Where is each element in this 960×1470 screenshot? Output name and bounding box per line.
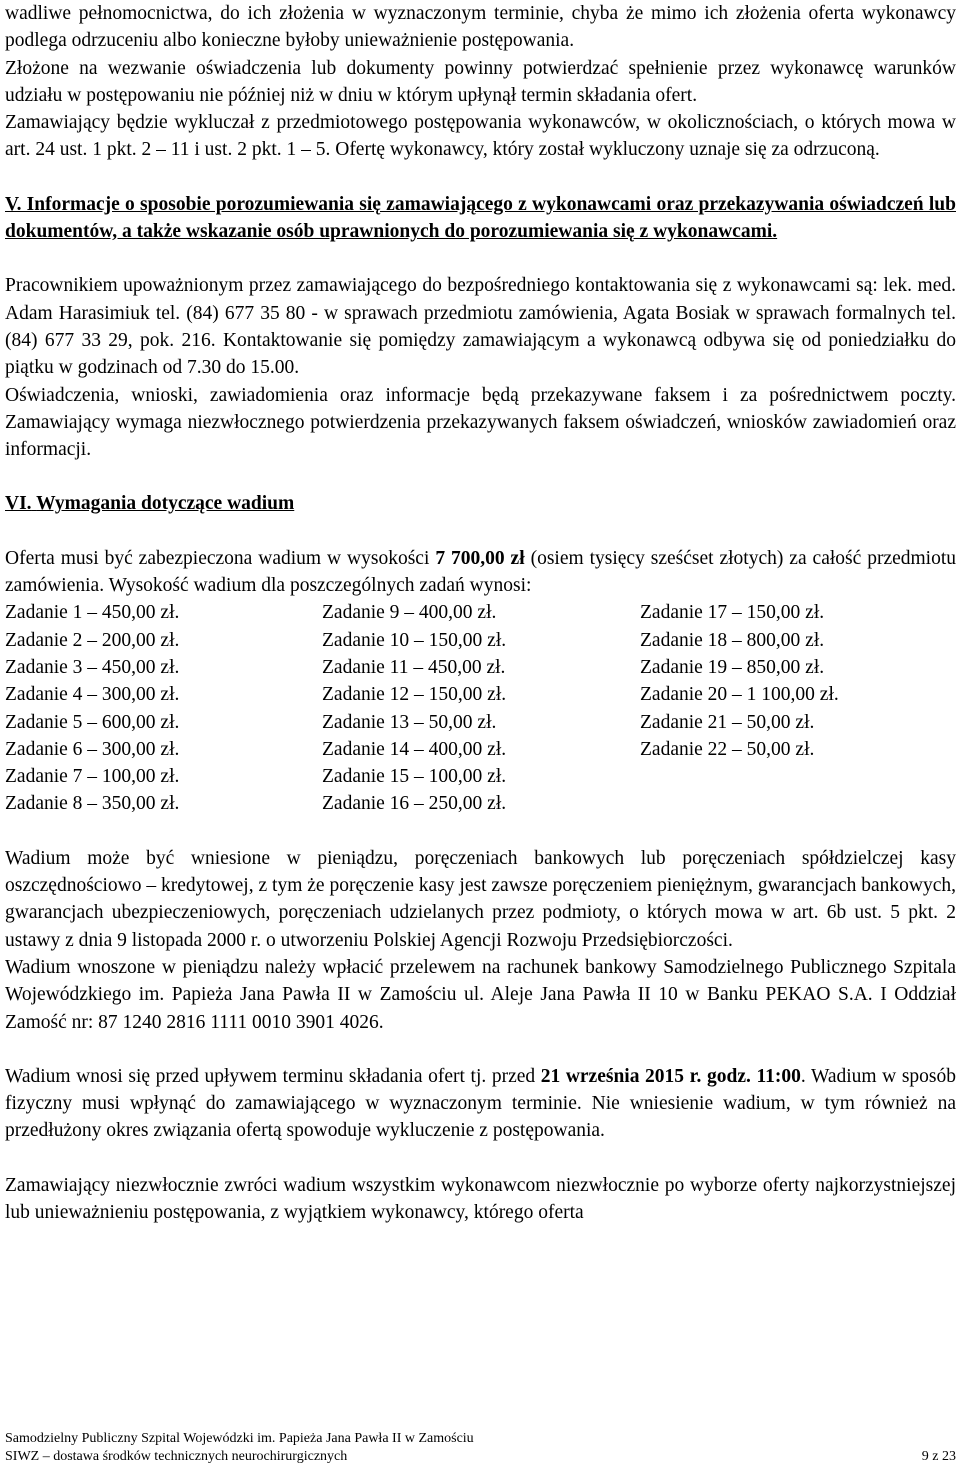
task-cell: Zadanie 18 – 800,00 zł. [640, 629, 825, 651]
amount-text-post: (osiem tysięcy sześćset złotych) za całość przedmiotu zamówienia. Wysokość wadium dla poszczególnych zadań wynosi: [5, 547, 957, 597]
paragraph-return: Zamawiający niezwłocznie zwróci wadium wszystkim wykonawcom niezwłocznie po wyborze oferty najkorzystniejszej lub unieważnieniu postępowania, z wyjątkiem wykonawcy, którego oferta [5, 1174, 956, 1223]
task-cell: Zadanie 21 – 50,00 zł. [640, 711, 815, 733]
table-row [5, 599, 956, 626]
amount-text-pre: Oferta musi być zabezpieczona wadium w wysokości [5, 547, 436, 569]
task-cell: Zadanie 19 – 850,00 zł. [640, 656, 825, 678]
section-6-heading [5, 490, 956, 517]
task-cell: Zadanie 14 – 400,00 zł. [322, 738, 507, 760]
paragraph-deadline [5, 1063, 956, 1145]
task-cell: Zadanie 2 – 200,00 zł. [5, 629, 180, 651]
wadium-tasks-table [5, 599, 956, 817]
paragraph-fax: Oświadczenia, wnioski, zawiadomienia oraz informacje będą przekazywane faksem i za pośrednictwem poczty. Zamawiający wymaga niezwłocznego potwierdzenia przekazywanych faksem oświadczeń, wniosków zawiadomień oraz informacji. [5, 384, 956, 461]
deadline-text-pre: Wadium wnosi się przed upływem terminu składania ofert tj. przed [5, 1065, 541, 1087]
footer-doc-title: SIWZ – dostawa środków technicznych neurochirurgicznych [5, 1449, 348, 1464]
table-row [5, 627, 956, 654]
footer-institution: Samodzielny Publiczny Szpital Wojewódzki im. Papieża Jana Pawła II w Zamościu [5, 1431, 474, 1446]
task-cell: Zadanie 17 – 150,00 zł. [640, 602, 825, 624]
task-cell: Zadanie 1 – 450,00 zł. [5, 602, 180, 624]
task-cell: Zadanie 7 – 100,00 zł. [5, 766, 180, 788]
section-5-heading: V. Informacje o sposobie porozumiewania się zamawiającego z wykonawcami oraz przekazywania oświadczeń lub dokumentów, a także wskazanie osób uprawnionych do porozumiewania się z wykonawcami. [5, 193, 956, 243]
task-cell: Zadanie 11 – 450,00 zł. [322, 656, 506, 678]
task-cell: Zadanie 4 – 300,00 zł. [5, 684, 180, 706]
section-6-number: VI. [5, 493, 32, 515]
task-cell: Zadanie 8 – 350,00 zł. [5, 793, 180, 815]
task-cell: Zadanie 16 – 250,00 zł. [322, 793, 507, 815]
paragraph-documents: Złożone na wezwanie oświadczenia lub dokumenty powinny potwierdzać spełnienie przez wykonawcę warunków udziału w postępowaniu nie później niż w dniu w którym upłynął termin składania ofert. [5, 57, 956, 106]
task-cell [640, 763, 956, 790]
section-6-title: Wymagania dotyczące wadium [36, 493, 295, 515]
paragraph-wadium-forms: Wadium może być wniesione w pieniądzu, poręczeniach bankowych lub poręczeniach spółdzielczej kasy oszczędnościowo – kredytowej, z tym że poręczenie kasy jest zawsze poręczeniem pieniężnym, gwarancjach bankowych, gwarancjach ubezpieczeniowych, poręczeniach udzielanych przez podmioty, o których mowa w art. 6b ust. 5 pkt. 2 ustawy z dnia 9 listopada 2000 r. o utworzeniu Polskiej Agencji Rozwoju Przedsiębiorczości. [5, 847, 956, 951]
table-row [5, 790, 956, 817]
task-cell: Zadanie 20 – 1 100,00 zł. [640, 684, 839, 706]
table-row [5, 736, 956, 763]
task-cell: Zadanie 3 – 450,00 zł. [5, 656, 180, 678]
paragraph-contact: Pracownikiem upoważnionym przez zamawiającego do bezpośredniego kontaktowania się z wykonawcami są: lek. med. Adam Harasimiuk tel. (84) 677 35 80 - w sprawach przedmiotu zamówienia, Agata Bosiak w sprawach formalnych tel. (84) 677 33 29, pok. 216. Kontaktowanie się pomiędzy zamawiającym a wykonawcą odbywa się od poniedziałku do piątku w godzinach od 7.30 do 15.00. [5, 275, 956, 379]
task-cell: Zadanie 5 – 600,00 zł. [5, 711, 180, 733]
paragraph-exclusion: Zamawiający będzie wykluczał z przedmiotowego postępowania wykonawców, w okolicznościach, o których mowa w art. 24 ust. 1 pkt. 2 – 11 i ust. 2 pkt. 1 – 5. Ofertę wykonawcy, który został wykluczony uznaje się za odrzuconą. [5, 112, 956, 161]
amount-total: 7 700,00 zł [435, 547, 525, 569]
task-cell [640, 790, 956, 817]
page-number: 9 z 23 [921, 1449, 956, 1464]
task-cell: Zadanie 12 – 150,00 zł. [322, 684, 507, 706]
page-footer [5, 1430, 956, 1466]
table-row [5, 654, 956, 681]
task-cell: Zadanie 22 – 50,00 zł. [640, 738, 815, 760]
table-row [5, 763, 956, 790]
task-cell: Zadanie 15 – 100,00 zł. [322, 766, 507, 788]
task-cell: Zadanie 9 – 400,00 zł. [322, 602, 497, 624]
document-page [5, 0, 956, 1226]
task-cell: Zadanie 6 – 300,00 zł. [5, 738, 180, 760]
table-row [5, 709, 956, 736]
task-cell: Zadanie 13 – 50,00 zł. [322, 711, 497, 733]
paragraph-top: wadliwe pełnomocnictwa, do ich złożenia w wyznaczonym terminie, chyba że mimo ich złożenia oferta wykonawcy podlega odrzuceniu albo konieczne byłoby unieważnienie postępowania. [5, 3, 956, 52]
deadline-text-post: . Wadium w sposób fizyczny musi wpłynąć do zamawiającego w wyznaczonym terminie. Nie wniesienie wadium, w tym również na przedłużony okres związania ofertą spowoduje wykluczenie z postępowania. [5, 1065, 957, 1142]
paragraph-bank-account: Wadium wnoszone w pieniądzu należy wpłacić przelewem na rachunek bankowy Samodzielnego Publicznego Szpitala Wojewódzkiego im. Papieża Jana Pawła II w Zamościu ul. Aleje Jana Pawła II 10 w Banku PEKAO S.A. I Oddział Zamość nr: 87 1240 2816 1111 0010 3901 4026. [5, 956, 956, 1033]
paragraph-wadium-amount [5, 545, 956, 600]
table-row [5, 681, 956, 708]
deadline-date: 21 września 2015 r. godz. 11:00 [540, 1065, 801, 1087]
task-cell: Zadanie 10 – 150,00 zł. [322, 629, 507, 651]
